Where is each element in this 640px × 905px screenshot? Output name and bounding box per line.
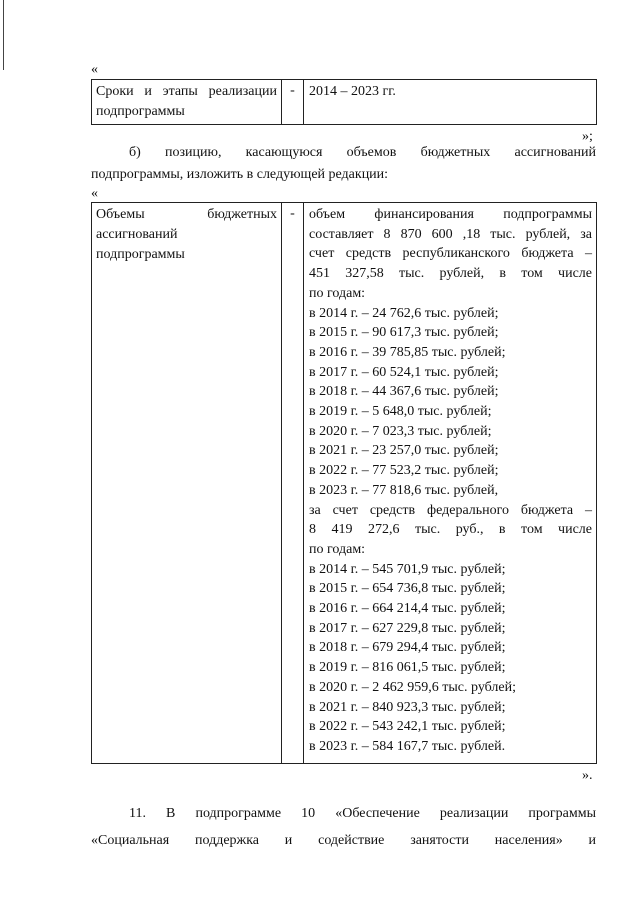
value-line: 8 419 272,6 тыс. руб., в том числе bbox=[309, 522, 592, 538]
value-line: объем финансирования подпрограммы bbox=[309, 207, 592, 222]
table-row bbox=[92, 80, 597, 125]
table-dash-cell: - bbox=[282, 203, 304, 764]
scan-edge-line bbox=[3, 0, 4, 70]
value-line: в 2017 г. – 627 229,8 тыс. рублей; bbox=[309, 620, 506, 636]
value-line: в 2019 г. – 5 648,0 тыс. рублей; bbox=[309, 404, 492, 420]
value-line: в 2022 г. – 77 523,2 тыс. рублей; bbox=[309, 463, 499, 479]
value-line: в 2018 г. – 679 294,4 тыс. рублей; bbox=[309, 640, 506, 656]
paragraph-b bbox=[91, 142, 596, 186]
value-line: в 2015 г. – 90 617,3 тыс. рублей; bbox=[309, 325, 499, 341]
value-line: в 2015 г. – 654 736,8 тыс. рублей; bbox=[309, 581, 506, 597]
value-line: 451 327,58 тыс. рублей, в том числе bbox=[309, 266, 592, 282]
deadlines-table bbox=[91, 79, 597, 125]
table-label-line: подпрограммы bbox=[96, 104, 185, 119]
value-line: в 2019 г. – 816 061,5 тыс. рублей; bbox=[309, 660, 506, 676]
value-line: в 2021 г. – 840 923,3 тыс. рублей; bbox=[309, 699, 506, 715]
paragraph-11 bbox=[91, 800, 596, 854]
table-row bbox=[92, 203, 597, 764]
value-line: составляет 8 870 600 ,18 тыс. рублей, за bbox=[309, 226, 592, 242]
value-line: в 2023 г. – 77 818,6 тыс. рублей, bbox=[309, 482, 499, 498]
paragraph-line: подпрограммы, изложить в следующей редакции: bbox=[91, 167, 389, 182]
budget-table bbox=[91, 202, 597, 764]
value-line: в 2021 г. – 23 257,0 тыс. рублей; bbox=[309, 443, 499, 459]
table-label-line: Сроки и этапы реализации bbox=[96, 84, 277, 99]
close-quote: »; bbox=[582, 129, 593, 144]
paragraph-line: 11. В подпрограмме 10 «Обеспечение реализации программы bbox=[129, 806, 596, 821]
table-label-cell bbox=[92, 80, 282, 125]
value-line: по годам: bbox=[309, 285, 366, 301]
value-line: в 2023 г. – 584 167,7 тыс. рублей. bbox=[309, 738, 506, 754]
open-quote: « bbox=[91, 186, 98, 201]
value-line: по годам: bbox=[309, 541, 366, 557]
open-quote: « bbox=[91, 62, 98, 77]
value-line: в 2020 г. – 2 462 959,6 тыс. рублей; bbox=[309, 679, 516, 695]
value-line: за счет средств федерального бюджета – bbox=[309, 502, 592, 518]
value-line: в 2014 г. – 545 701,9 тыс. рублей; bbox=[309, 561, 506, 577]
table-label-line: Объемы бюджетных bbox=[96, 207, 277, 222]
table-label-cell bbox=[92, 203, 282, 764]
value-line: в 2017 г. – 60 524,1 тыс. рублей; bbox=[309, 364, 499, 380]
value-line: в 2018 г. – 44 367,6 тыс. рублей; bbox=[309, 384, 499, 400]
value-line: в 2014 г. – 24 762,6 тыс. рублей; bbox=[309, 305, 499, 321]
table-value-cell: 2014 – 2023 гг. bbox=[304, 80, 597, 125]
table-value-cell bbox=[304, 203, 597, 764]
table-label-line: ассигнований bbox=[96, 227, 178, 242]
table-label-line: подпрограммы bbox=[96, 247, 185, 262]
paragraph-line: «Социальная поддержка и содействие занятости населения» и bbox=[91, 833, 596, 848]
close-quote: ». bbox=[582, 768, 593, 783]
value-line: в 2020 г. – 7 023,3 тыс. рублей; bbox=[309, 423, 492, 439]
value-line: в 2016 г. – 39 785,85 тыс. рублей; bbox=[309, 344, 506, 360]
value-line: в 2022 г. – 543 242,1 тыс. рублей; bbox=[309, 719, 506, 735]
value-line: счет средств республиканского бюджета – bbox=[309, 246, 592, 262]
paragraph-line: б) позицию, касающуюся объемов бюджетных ассигнований bbox=[129, 145, 596, 160]
value-line: в 2016 г. – 664 214,4 тыс. рублей; bbox=[309, 601, 506, 617]
table-dash-cell: - bbox=[282, 80, 304, 125]
